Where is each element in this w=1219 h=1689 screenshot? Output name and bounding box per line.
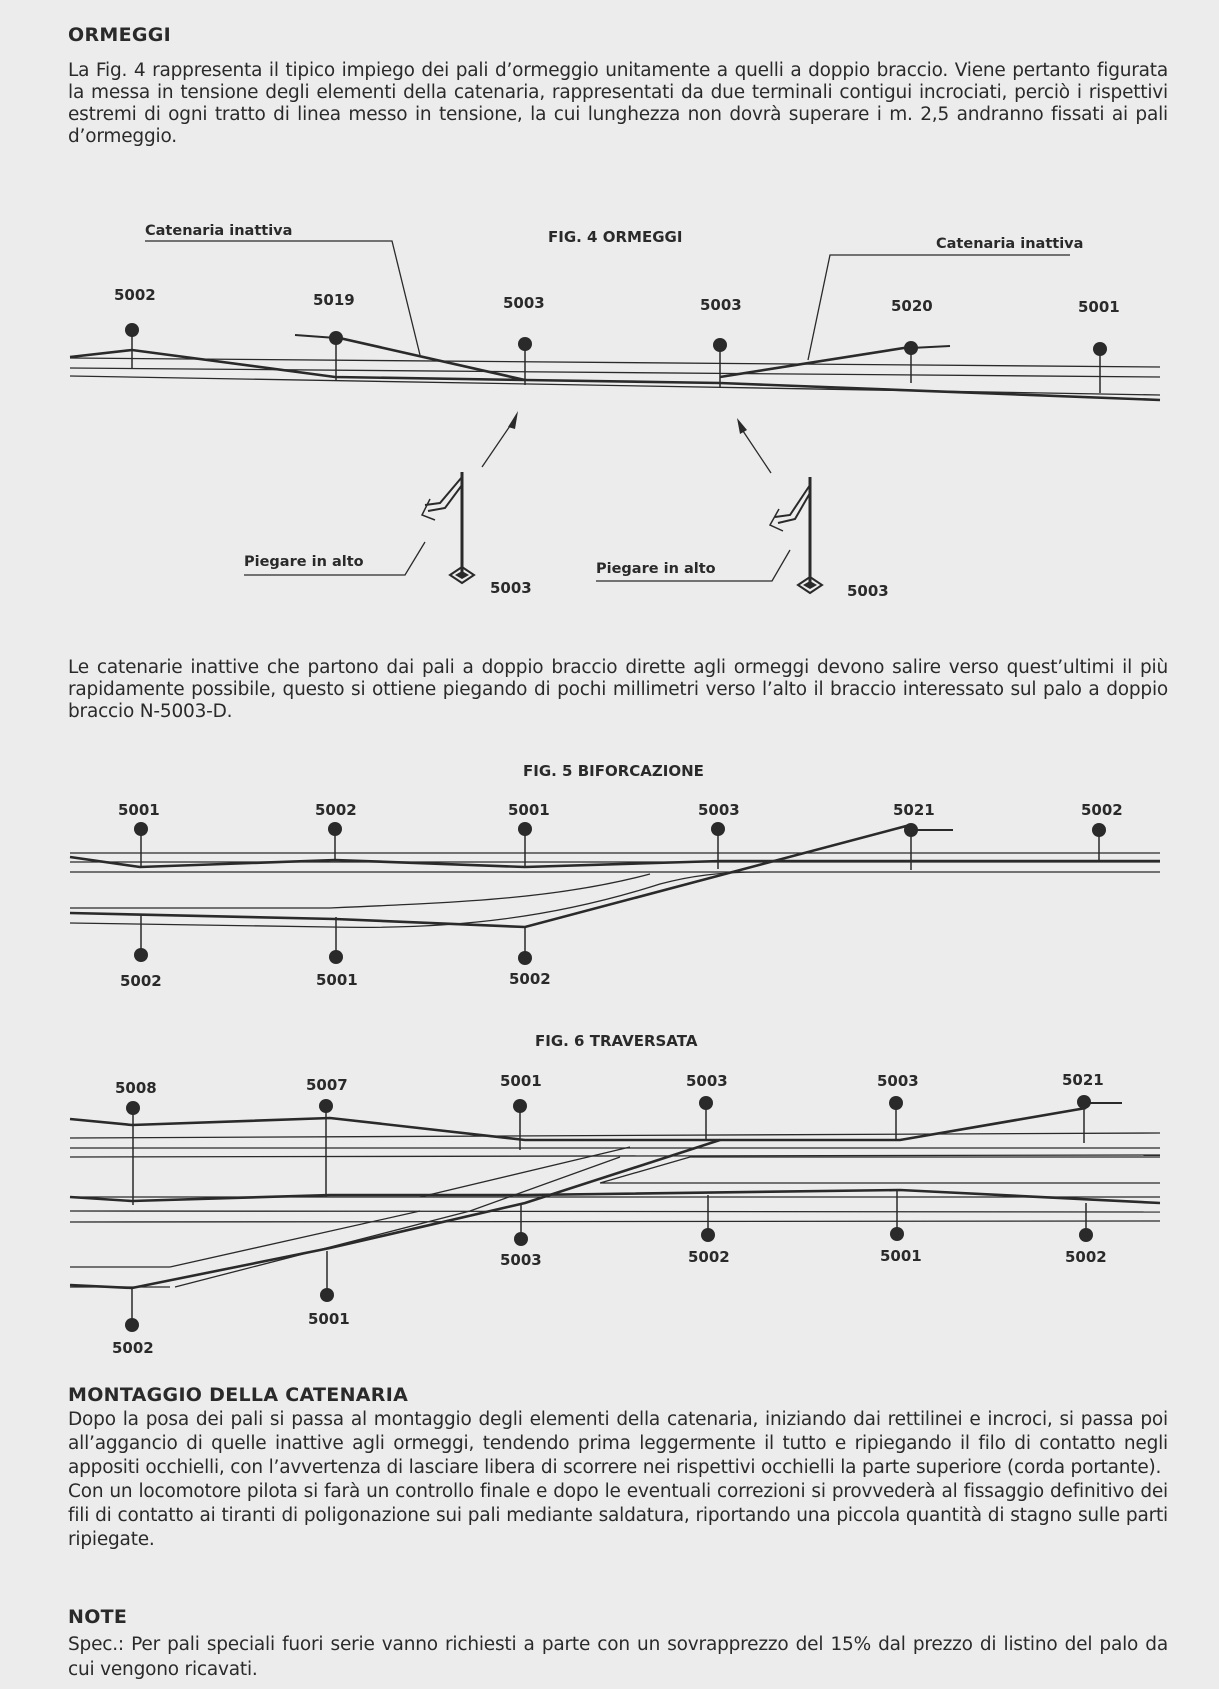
fig6-pole [890, 1191, 904, 1241]
fig5-pole-label: 5001 [508, 801, 550, 819]
fig4-arrow-left [482, 411, 518, 467]
fig4-contact-wire-2 [335, 337, 525, 380]
fig5-pole-label: 5002 [315, 801, 357, 819]
fig5-pole-label: 5002 [1081, 801, 1123, 819]
fig4-diagram [0, 205, 1219, 605]
fig5-pole-label: 5002 [120, 972, 162, 990]
fig4-contact-wire-3 [720, 347, 910, 377]
fig4-detail-label-right: Piegare in alto [596, 561, 716, 577]
fig4-leader-right [808, 255, 838, 360]
fig5-title: FIG. 5 BIFORCAZIONE [523, 762, 704, 780]
fig6-pole-label: 5021 [1062, 1071, 1104, 1089]
fig5-contact-wire-branch [70, 825, 910, 927]
fig4-arrow-right [737, 418, 771, 473]
fig4-pole-label: 5020 [891, 297, 933, 315]
montaggio-heading: MONTAGGIO DELLA CATENARIA [68, 1384, 409, 1406]
fig5-pole [904, 823, 953, 870]
fig4-pole-label: 5003 [503, 294, 545, 312]
fig4-pole-label: 5001 [1078, 298, 1120, 316]
fig5-pole [518, 822, 532, 867]
fig6-pole [125, 1288, 139, 1332]
ormeggi-paragraph: La Fig. 4 rappresenta il tipico impiego dei pali d’ormeggio unitamente a quelli a doppio braccio. Viene pertanto figurata la messa in tensione degli elementi della catenaria, rappresentati da due terminali contigui incrociati, perciò i rispettivi estremi di ogni tratto di linea messo in tensione, la cui lunghezza non dovrà superare i m. 2,5 andranno fissati ai pali d’ormeggio. [68, 60, 1168, 147]
fig4-detail-pole-label-left: 5003 [490, 579, 532, 597]
fig6-pole [514, 1203, 528, 1246]
fig4-detail-pole-label-right: 5003 [847, 582, 889, 600]
fig6-pole [701, 1195, 715, 1242]
fig5-diagram [0, 755, 1219, 995]
montaggio-paragraph-2: Con un locomotore pilota si farà un controllo finale e dopo le eventuali correzioni si provvederà al fissaggio definitivo dei fili di contatto ai tiranti di poligonazione sui pali mediante saldatura, riportando una piccola quantità di stagno sulle parti ripiegate. [68, 1481, 1168, 1550]
fig6-title: FIG. 6 TRAVERSATA [535, 1032, 698, 1050]
fig6-diagram [0, 1025, 1219, 1360]
fig4-detail-label-left: Piegare in alto [244, 554, 364, 570]
fig6-pole [699, 1096, 713, 1140]
fig5-pole-label: 5021 [893, 801, 935, 819]
fig6-pole-label: 5002 [688, 1248, 730, 1266]
fig4-pole-label: 5003 [700, 296, 742, 314]
fig6-pole-label: 5001 [308, 1310, 350, 1328]
catenarie-paragraph: Le catenarie inattive che partono dai pali a doppio braccio dirette agli ormeggi devono salire verso quest’ultimi il più rapidamente possibile, questo si ottiene piegando di pochi millimetri verso l’alto il braccio interessato sul palo a doppio braccio N-5003-D. [68, 657, 1168, 722]
fig4-pole [125, 323, 139, 368]
fig5-pole [1092, 823, 1106, 861]
fig5-pole-label: 5001 [316, 971, 358, 989]
montaggio-paragraph-1: Dopo la posa dei pali si passa al montaggio degli elementi della catenaria, iniziando dai rettilinei e incroci, si passa poi all’aggancio di quelle inattive agli ormeggi, tendendo prima leggermente il tutto e ripiegando il filo di contatto negli appositi occhielli, con l’avvertenza di lasciare libera di scorrere nei rispettivi occhielli la parte superiore (corda portante). [68, 1409, 1168, 1478]
fig6-pole [1079, 1203, 1093, 1242]
fig4-pole-label: 5002 [114, 286, 156, 304]
note-paragraph: Spec.: Per pali speciali fuori serie vanno richiesti a parte con un sovrapprezzo del 15% dal prezzo di listino del palo da cui vengono ricavati. [68, 1634, 1168, 1680]
fig5-pole [134, 822, 148, 868]
note-heading: NOTE [68, 1606, 128, 1628]
fig5-pole-label: 5002 [509, 970, 551, 988]
fig4-label-left: Catenaria inattiva [145, 223, 293, 239]
fig5-pole [134, 914, 148, 962]
fig5-pole [329, 917, 343, 964]
fig4-pole [904, 341, 950, 383]
fig6-pole-label: 5008 [115, 1079, 157, 1097]
fig6-pole-label: 5001 [880, 1247, 922, 1265]
fig6-pole-label: 5003 [500, 1251, 542, 1269]
fig6-pole [126, 1101, 140, 1205]
fig5-pole [328, 822, 342, 861]
fig4-detail-pole-right [770, 477, 822, 593]
fig6-pole-label: 5007 [306, 1076, 348, 1094]
fig5-pole-label: 5001 [118, 801, 160, 819]
fig6-pole-label: 5003 [877, 1072, 919, 1090]
fig6-pole-label: 5003 [686, 1072, 728, 1090]
fig6-pole-label: 5002 [112, 1339, 154, 1357]
fig4-pole [713, 338, 727, 387]
fig6-pole-label: 5001 [500, 1072, 542, 1090]
fig6-track [70, 1133, 1160, 1287]
ormeggi-heading: ORMEGGI [68, 24, 172, 46]
fig4-pole [1093, 342, 1107, 393]
fig6-contact-wire-crossover [70, 1140, 720, 1288]
fig6-pole [320, 1251, 334, 1302]
fig4-detail-pole-left [422, 472, 474, 583]
fig6-pole [513, 1099, 527, 1150]
fig5-pole-label: 5003 [698, 801, 740, 819]
fig6-pole [1077, 1095, 1122, 1143]
fig4-title: FIG. 4 ORMEGGI [548, 228, 683, 246]
fig4-pole-label: 5019 [313, 291, 355, 309]
fig5-pole [518, 927, 532, 965]
fig6-pole-label: 5002 [1065, 1248, 1107, 1266]
fig4-label-right: Catenaria inattiva [936, 236, 1084, 252]
